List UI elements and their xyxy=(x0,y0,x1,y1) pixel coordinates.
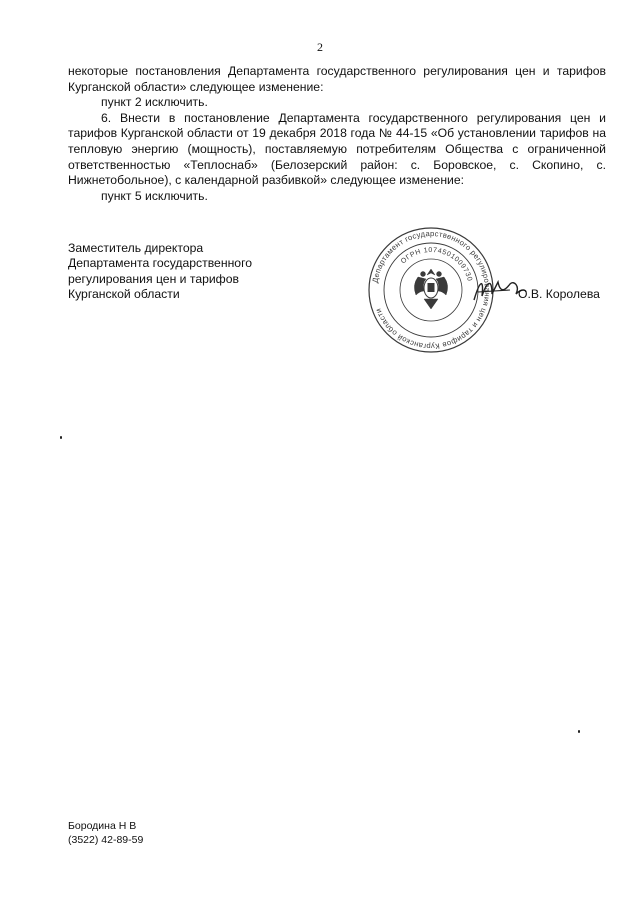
scan-speck xyxy=(60,436,62,439)
executor-info xyxy=(68,819,143,847)
paragraph-item: пункт 5 исключить. xyxy=(101,188,208,203)
signer-name: О.В. Королева xyxy=(518,287,600,301)
page-number: 2 xyxy=(317,40,323,54)
seal-outer-text: Департамент государственного регулирования цен и тарифов Курганской области xyxy=(370,228,493,352)
document-body xyxy=(68,64,606,204)
position-line: Курганской области xyxy=(68,287,180,302)
paragraph-item: пункт 2 исключить. xyxy=(101,95,208,110)
coat-of-arms-eagle-icon xyxy=(414,269,447,309)
paragraph-continuation: некоторые постановления Департамента государственного регулирования цен и тарифов Курганской области» следующее изменение: xyxy=(68,64,606,94)
executor-name: Бородина Н В xyxy=(68,820,137,832)
seal-inner-text: ОГРН 1074501009730 xyxy=(399,246,474,283)
position-line: Заместитель директора xyxy=(68,241,204,255)
executor-phone: (3522) 42-89-59 xyxy=(68,834,144,846)
position-line: регулирования цен и тарифов xyxy=(68,271,239,286)
position-line: Департамента государственного xyxy=(68,256,253,271)
signatory-position xyxy=(68,241,288,303)
svg-text:ОГРН 1074501009730 xyxy=(400,247,473,282)
paragraph-point-6: 6. Внести в постановление Департамента государственного регулирования цен и тарифов Курганской области от 19 декабря 2018 года № 44-15 «Об установлении тарифов на тепловую энергию (мощность), поставляемую потребителям Общества с ограниченной ответственностью «Теплоснаб» (Белозерский район: с. Боровское, с. Скопино, с. Нижнетобольное), с календарной разбивкой» следующее изменение: xyxy=(68,110,606,188)
scan-speck xyxy=(578,730,580,733)
